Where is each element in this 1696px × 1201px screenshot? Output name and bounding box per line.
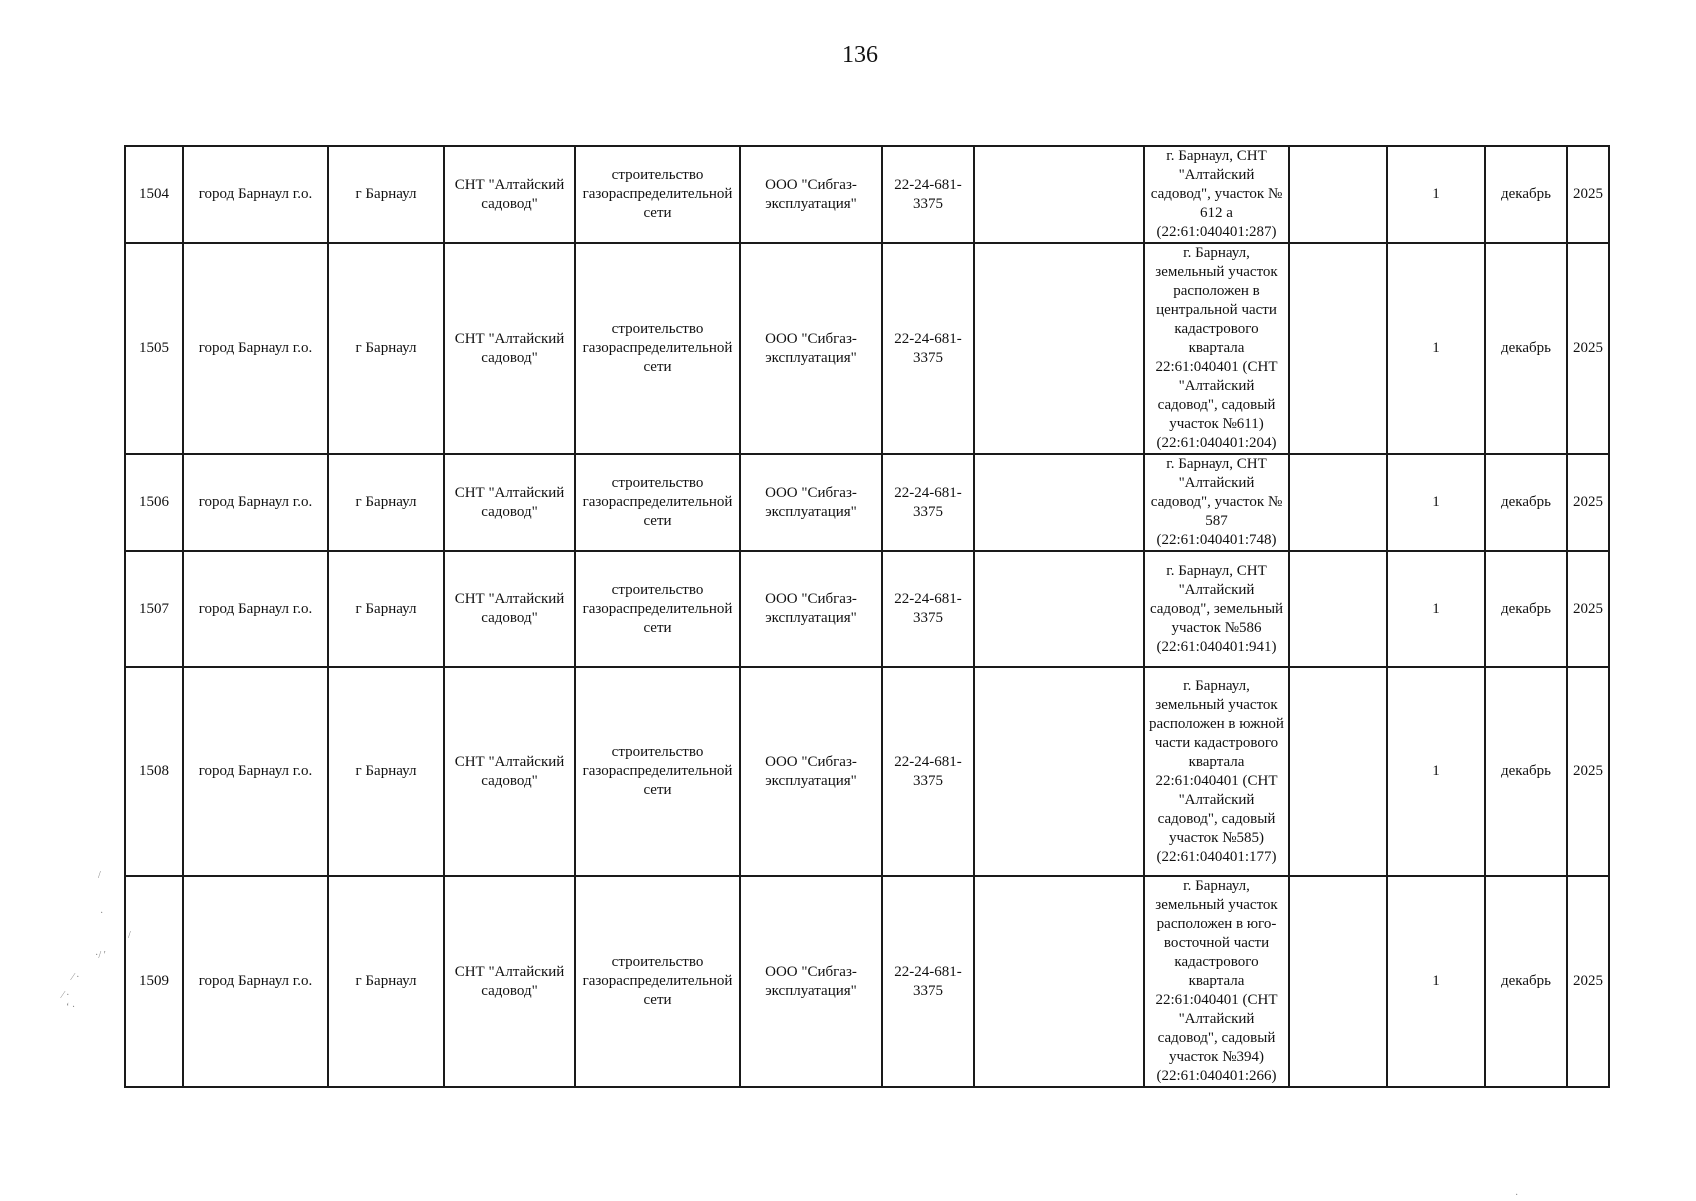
settlement-cell: СНТ "Алтайский садовод": [444, 667, 575, 876]
count-cell: 1: [1387, 551, 1485, 667]
work-type-cell: строительство газораспределительной сети: [575, 876, 740, 1087]
address-cell: г. Барнаул, СНТ "Алтайский садовод", земельный участок №586 (22:61:040401:941): [1144, 551, 1289, 667]
organization-cell: ООО "Сибгаз-эксплуатация": [740, 667, 882, 876]
year-cell: 2025: [1567, 454, 1609, 551]
table-row: [125, 667, 1609, 876]
settlement-cell: СНТ "Алтайский садовод": [444, 551, 575, 667]
empty-cell: [974, 454, 1144, 551]
district-cell: город Барнаул г.о.: [183, 667, 328, 876]
count-cell: 1: [1387, 876, 1485, 1087]
scan-mark: ·/ ′: [95, 950, 106, 961]
code-cell: 22-24-681-3375: [882, 146, 974, 243]
empty-cell: [1289, 243, 1387, 454]
empty-cell: [1289, 454, 1387, 551]
organization-cell: ООО "Сибгаз-эксплуатация": [740, 243, 882, 454]
year-cell: 2025: [1567, 243, 1609, 454]
district-cell: город Барнаул г.о.: [183, 454, 328, 551]
locality-cell: г Барнаул: [328, 876, 444, 1087]
organization-cell: ООО "Сибгаз-эксплуатация": [740, 454, 882, 551]
district-cell: город Барнаул г.о.: [183, 146, 328, 243]
work-type-cell: строительство газораспределительной сети: [575, 551, 740, 667]
empty-cell: [974, 551, 1144, 667]
settlement-cell: СНТ "Алтайский садовод": [444, 146, 575, 243]
district-cell: город Барнаул г.о.: [183, 243, 328, 454]
month-cell: декабрь: [1485, 876, 1567, 1087]
work-type-cell: строительство газораспределительной сети: [575, 667, 740, 876]
empty-cell: [974, 243, 1144, 454]
row-number-cell: 1509: [125, 876, 183, 1087]
year-cell: 2025: [1567, 876, 1609, 1087]
code-cell: 22-24-681-3375: [882, 667, 974, 876]
address-cell: г. Барнаул, земельный участок расположен в юго-восточной части кадастрового квартала 22:61:040401 (СНТ "Алтайский садовод", садовый участок №394) (22:61:040401:266): [1144, 876, 1289, 1087]
address-cell: г. Барнаул, СНТ "Алтайский садовод", участок № 612 а (22:61:040401:287): [1144, 146, 1289, 243]
address-cell: г. Барнаул, земельный участок расположен в южной части кадастрового квартала 22:61:040401 (СНТ "Алтайский садовод", садовый участок №585) (22:61:040401:177): [1144, 667, 1289, 876]
row-number-cell: 1504: [125, 146, 183, 243]
scan-mark: ·: [100, 908, 104, 919]
scan-mark: ·: [1515, 1190, 1519, 1201]
count-cell: 1: [1387, 146, 1485, 243]
scan-mark: /: [98, 870, 101, 881]
table-row: [125, 876, 1609, 1087]
scan-mark: /: [128, 930, 131, 941]
row-number-cell: 1506: [125, 454, 183, 551]
work-type-cell: строительство газораспределительной сети: [575, 454, 740, 551]
count-cell: 1: [1387, 667, 1485, 876]
table-row: [125, 551, 1609, 667]
month-cell: декабрь: [1485, 667, 1567, 876]
district-cell: город Барнаул г.о.: [183, 551, 328, 667]
locality-cell: г Барнаул: [328, 551, 444, 667]
year-cell: 2025: [1567, 551, 1609, 667]
code-cell: 22-24-681-3375: [882, 551, 974, 667]
code-cell: 22-24-681-3375: [882, 876, 974, 1087]
empty-cell: [1289, 876, 1387, 1087]
empty-cell: [1289, 551, 1387, 667]
code-cell: 22-24-681-3375: [882, 454, 974, 551]
district-cell: город Барнаул г.о.: [183, 876, 328, 1087]
month-cell: декабрь: [1485, 454, 1567, 551]
row-number-cell: 1508: [125, 667, 183, 876]
empty-cell: [1289, 146, 1387, 243]
organization-cell: ООО "Сибгаз-эксплуатация": [740, 876, 882, 1087]
empty-cell: [974, 667, 1144, 876]
address-cell: г. Барнаул, СНТ "Алтайский садовод", участок № 587 (22:61:040401:748): [1144, 454, 1289, 551]
table-row: [125, 454, 1609, 551]
locality-cell: г Барнаул: [328, 454, 444, 551]
empty-cell: [1289, 667, 1387, 876]
page-number: 136: [842, 42, 878, 68]
scan-mark: ⁄ ·: [62, 990, 70, 1001]
empty-cell: [974, 146, 1144, 243]
work-type-cell: строительство газораспределительной сети: [575, 146, 740, 243]
settlement-cell: СНТ "Алтайский садовод": [444, 243, 575, 454]
scan-mark: ⁄ ·: [72, 972, 80, 983]
locality-cell: г Барнаул: [328, 667, 444, 876]
address-cell: г. Барнаул, земельный участок расположен в центральной части кадастрового квартала 22:61:040401 (СНТ "Алтайский садовод", садовый участок №611) (22:61:040401:204): [1144, 243, 1289, 454]
work-type-cell: строительство газораспределительной сети: [575, 243, 740, 454]
organization-cell: ООО "Сибгаз-эксплуатация": [740, 146, 882, 243]
month-cell: декабрь: [1485, 146, 1567, 243]
row-number-cell: 1507: [125, 551, 183, 667]
table-row: [125, 243, 1609, 454]
year-cell: 2025: [1567, 667, 1609, 876]
settlement-cell: СНТ "Алтайский садовод": [444, 876, 575, 1087]
month-cell: декабрь: [1485, 243, 1567, 454]
code-cell: 22-24-681-3375: [882, 243, 974, 454]
count-cell: 1: [1387, 243, 1485, 454]
empty-cell: [974, 876, 1144, 1087]
settlement-cell: СНТ "Алтайский садовод": [444, 454, 575, 551]
organization-cell: ООО "Сибгаз-эксплуатация": [740, 551, 882, 667]
registry-table: [124, 145, 1610, 1088]
locality-cell: г Барнаул: [328, 243, 444, 454]
scan-mark: ‘ ·: [66, 1002, 76, 1013]
month-cell: декабрь: [1485, 551, 1567, 667]
table-row: [125, 146, 1609, 243]
count-cell: 1: [1387, 454, 1485, 551]
locality-cell: г Барнаул: [328, 146, 444, 243]
row-number-cell: 1505: [125, 243, 183, 454]
year-cell: 2025: [1567, 146, 1609, 243]
